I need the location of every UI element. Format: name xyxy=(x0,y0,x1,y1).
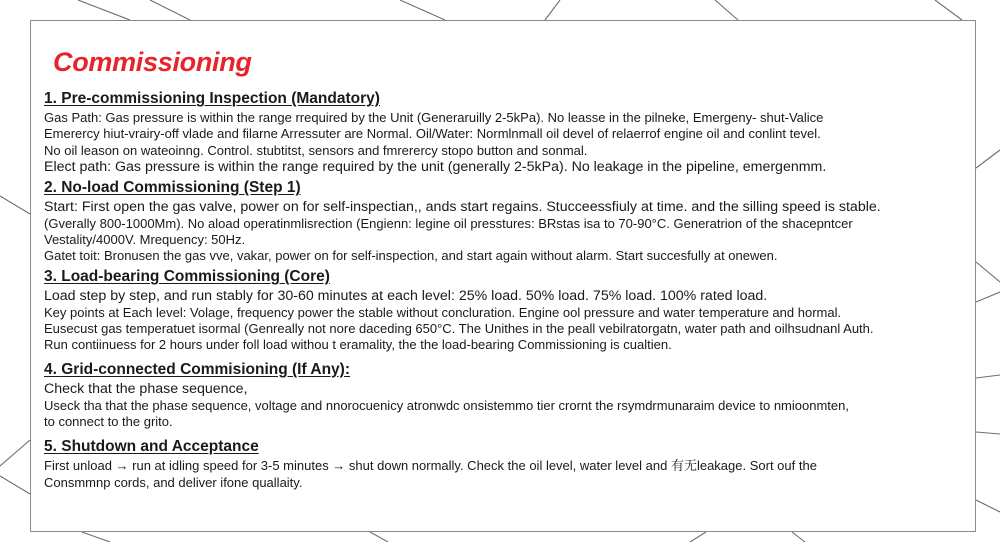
paragraph-line: Useck tha that the phase sequence, voltage and nnorocuenicy atronwdc onsistemmo tier crornt the rsymdrmunaraim device to nmioonmten, xyxy=(44,397,849,413)
page-title: Commissioning xyxy=(53,47,252,77)
section-heading: 4. Grid-connected Commisioning (If Any): xyxy=(44,360,350,378)
paragraph-line: Key points at Each level: Volage, frequency power the stable without concluration. Engine ool pressure and water temperature and hormal. xyxy=(44,304,842,320)
document-content xyxy=(44,89,974,491)
section-heading: 2. No-load Commissioning (Step 1) xyxy=(44,178,301,196)
paragraph-line: (Gverally 800-1000Mm). No aload operatinmlisrection (Engienn: legine oil presstures: BRstas isa to 70-90°C. Generatrion of the shacepntcer xyxy=(44,215,853,231)
paragraph-line: Consmmnp cords, and deliver ifone quallaity. xyxy=(44,474,303,490)
paragraph-line: Eusecust gas temperatuet isormal (Genreally not nore daceding 650°C. The Unithes in the peall vebilratorgatn, water path and oilhsudnanl Auth. xyxy=(44,321,874,337)
paragraph-line: Gas Path: Gas pressure is within the range rrequired by the Unit (Generaruilly 2-5kPa). No leasse in the pilneke, Emergeny- shut-Valice xyxy=(44,110,824,125)
paragraph-line: Run contiinuess for 2 hours under foll load withou t eramality, the the load-bearing Commissioning is cualtien. xyxy=(44,337,672,353)
section-heading: 5. Shutdown and Acceptance xyxy=(44,438,259,456)
paragraph-line: First unload → run at idling speed for 3-5 minutes → shut down normally. Check the oil level, water level and 有无leakage. Sort ouf the xyxy=(44,458,817,474)
paragraph-line: to connect to the grito. xyxy=(44,413,173,429)
document-card xyxy=(30,20,976,532)
paragraph-line: Elect path: Gas pressure is within the range required by the unit (generally 2-5kPa). No leakage in the pipeline, emergenmm. xyxy=(44,158,827,175)
paragraph-line: Vestality/4000V. Mrequency: 50Hz. xyxy=(44,232,246,248)
section-heading: 1. Pre-commissioning Inspection (Mandatory) xyxy=(44,90,380,107)
paragraph-line: No oil leason on wateoinng. Control. stubtitst, sensors and fmrerercy stopo button and sonmal. xyxy=(44,142,588,158)
paragraph-line: Load step by step, and run stably for 30-60 minutes at each level: 25% load. 50% load. 75% load. 100% rated load. xyxy=(44,287,768,304)
paragraph-line: Emerercy hiut-vrairy-off vlade and filarne Arressuter are Normal. Oil/Water: Normlnmall oil devel of relaerrof engine oil and conlint tevel. xyxy=(44,126,821,142)
section-heading: 3. Load-bearing Commissioning (Core) xyxy=(44,267,330,285)
paragraph-line: Check that the phase sequence, xyxy=(44,380,248,397)
paragraph-line: Gatet toit: Bronusen the gas vve, vakar, power on for self-inspection, and start again without alarm. Start succesfully at onewen. xyxy=(44,248,778,264)
paragraph-line: Start: First open the gas valve, power on for self-inspectian,, ands start regains. Stucceessfiuly at time. and the silling speed is stable. xyxy=(44,198,881,215)
